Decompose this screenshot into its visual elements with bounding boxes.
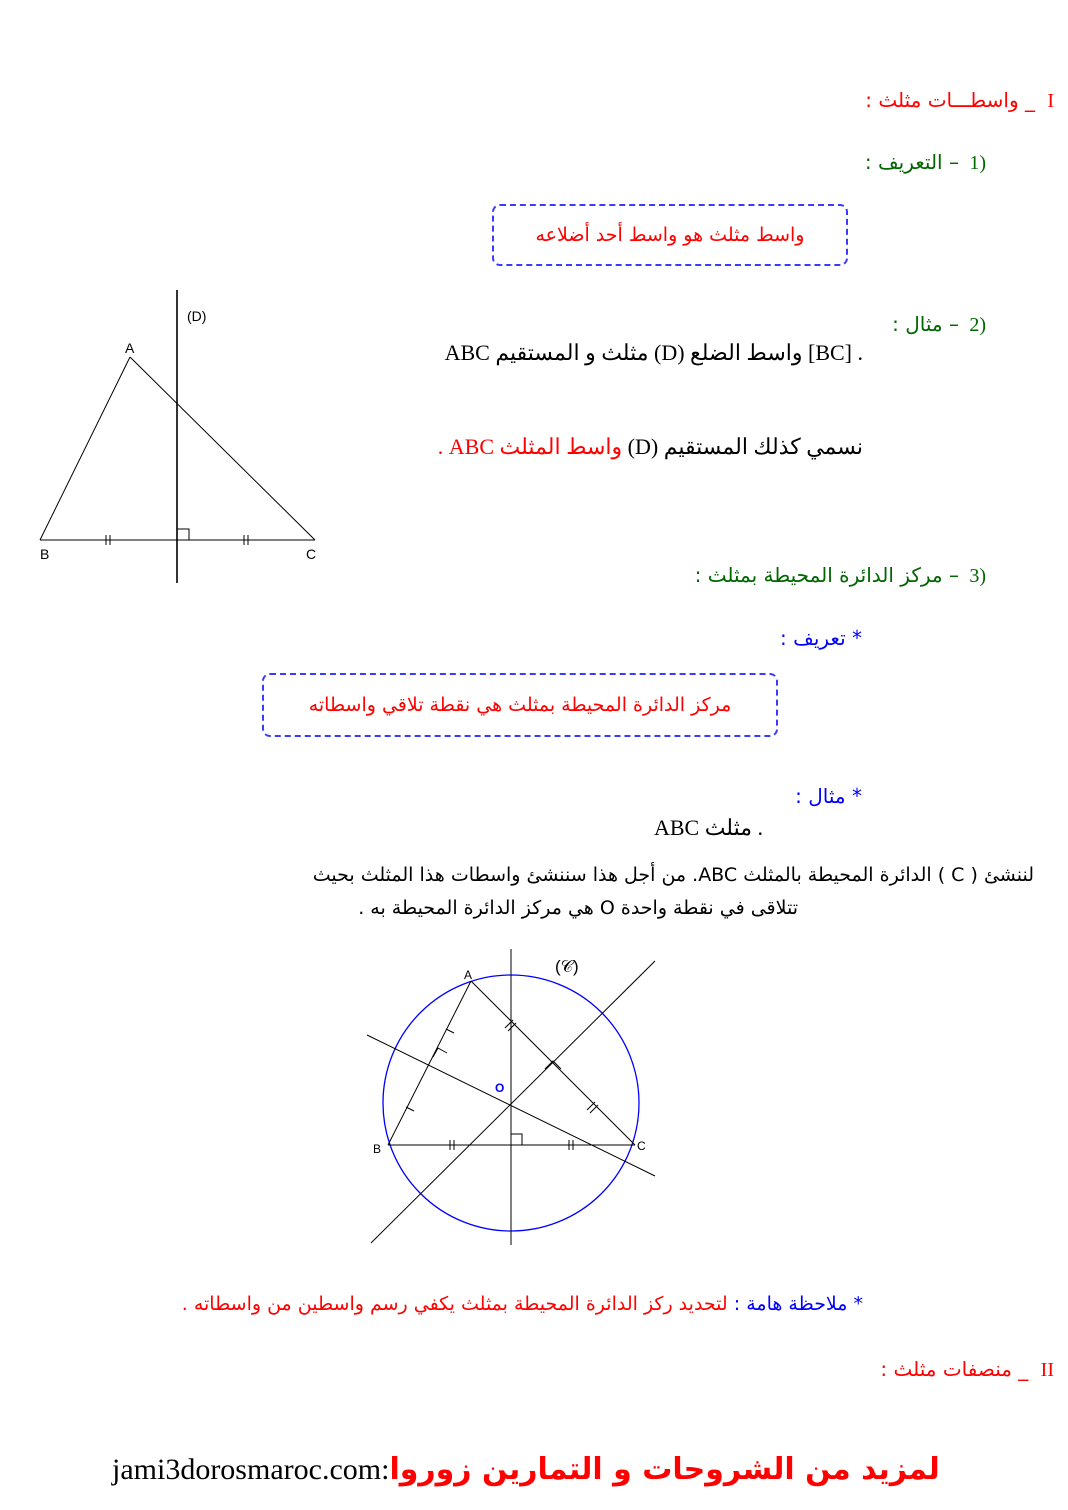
section1-title: _ واسطـــات مثلث : (865, 88, 1035, 112)
bisector-ac (371, 961, 655, 1243)
side-ab (40, 357, 130, 540)
circumcenter-def-title: * تعريف : (780, 626, 862, 650)
circumcenter-example-title: * مثال : (795, 784, 862, 808)
circumcenter-definition-box (262, 673, 778, 737)
circumcenter-title: – مركز الدائرة المحيطة بمثلث : (694, 563, 959, 587)
note-text: لتحديد ركز الدائرة المحيطة بمثلث يكفي رسم واسطين من واسطاته . (181, 1293, 728, 1315)
figure1-triangle-diagram (30, 285, 340, 590)
def1-title: – التعريف : (864, 150, 959, 174)
example1-line2-prefix: نسمي كذلك المستقيم (D) (627, 434, 863, 459)
important-note (182, 1293, 863, 1315)
section1-number: I (1047, 90, 1054, 112)
label-b: B (373, 1142, 382, 1156)
side-ac (130, 357, 315, 540)
label-c: C (306, 546, 317, 562)
def1-heading (865, 150, 986, 175)
section2-number: II (1040, 1359, 1054, 1381)
circumcenter-example-line1: ABC مثلث . (653, 815, 763, 840)
label-o: O (495, 1081, 505, 1095)
label-c: C (637, 1139, 646, 1153)
section2-heading (880, 1357, 1054, 1382)
tick-mark (446, 1029, 454, 1033)
right-angle-mark (511, 1134, 522, 1145)
example1-title: – مثال : (892, 312, 959, 336)
label-a: A (125, 340, 135, 356)
right-angle-mark (433, 1048, 447, 1057)
example1-line1: ABC مثلث و المستقيم (D) واسط الضلع [BC] . (444, 340, 863, 365)
example1-number: 2) (969, 314, 986, 336)
def1-number: 1) (969, 152, 986, 174)
label-circle: (𝒞) (555, 957, 579, 976)
footer (112, 1452, 940, 1487)
circumcenter-example-line2: لننشئ ( C ) الدائرة المحيطة بالمثلث ABC. من أجل هذا سننشئ واسطات هذا المثلث بحيث (312, 864, 1034, 886)
circumcenter-heading (695, 563, 986, 588)
right-angle-mark (177, 529, 189, 540)
note-label: * ملاحظة هامة : (733, 1293, 863, 1315)
circumcenter-number: 3) (969, 565, 986, 587)
label-d: (D) (187, 308, 207, 324)
section1-heading (865, 88, 1054, 113)
label-b: B (40, 546, 50, 562)
circumcenter-definition-text: مركز الدائرة المحيطة بمثلث هي نقطة تلاقي واسطاته (308, 694, 732, 716)
definition-box (492, 204, 848, 266)
example1-line2 (438, 434, 863, 460)
footer-text: لمزيد من الشروحات و التمارين زوروا (389, 1452, 940, 1487)
figure2-circumcircle-diagram (355, 945, 665, 1250)
tick-mark (406, 1107, 414, 1111)
footer-site-link[interactable]: jami3dorosmaroc.com: (112, 1453, 390, 1486)
circumcenter-example-line3: تتلاقى في نقطة واحدة O هي مركز الدائرة المحيطة به . (358, 897, 798, 919)
side-ab (388, 981, 471, 1145)
section2-title: _ منصفات مثلث : (880, 1357, 1029, 1381)
example1-heading (892, 312, 986, 337)
label-a: A (464, 968, 473, 982)
definition-text: واسط مثلث هو واسط أحد أضلاعه (535, 224, 805, 246)
example1-line2-highlight: واسط المثلث ABC . (437, 434, 623, 459)
